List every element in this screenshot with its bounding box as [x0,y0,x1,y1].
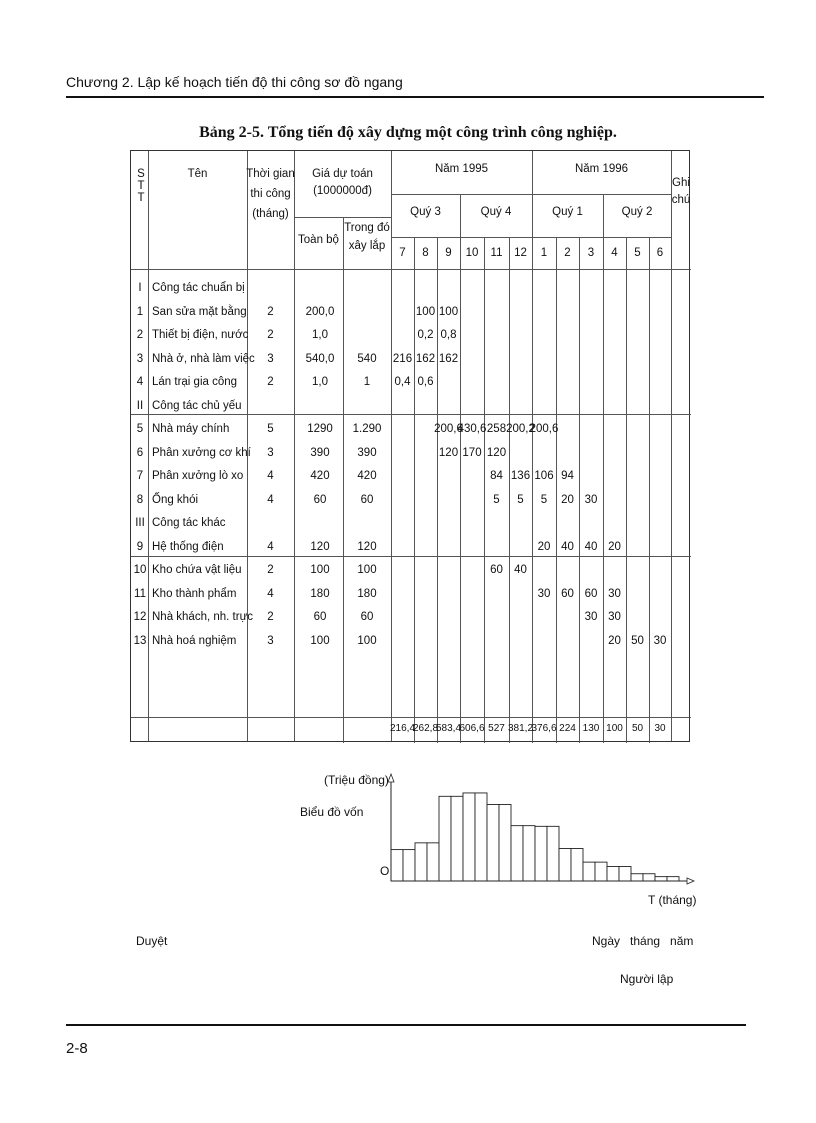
bar-9 [451,796,463,881]
section-code: III [135,517,145,529]
month-header: 3 [587,247,595,259]
row-month-value: 94 [561,470,574,482]
row-month-value: 162 [438,352,459,365]
bar-11 [499,805,511,882]
bar-2 [559,848,571,881]
row-duration: 2 [267,329,274,341]
month-header: 7 [399,247,406,259]
row-total: 1,0 [312,329,328,341]
row-month-value: 40 [514,564,527,576]
month-header: 11 [490,247,503,259]
table-title: Bảng 2-5. Tổng tiến độ xây dựng một công trình công nghiệp. [199,124,617,141]
bar-6 [667,877,679,881]
bar-7 [403,850,415,881]
bar-5 [643,874,655,881]
row-construction: 120 [357,540,377,553]
row-duration: 3 [267,446,274,459]
row-month-value: 84 [490,470,503,482]
chart-origin: O [380,864,390,878]
row-name: Nhà ở, nhà làm việc [152,352,255,365]
duration-header: thi công [250,188,291,200]
chart-ylabel: (Triệu đồng) [324,773,389,787]
bar-4 [607,866,619,881]
row-duration: 3 [267,352,274,365]
row-name: Phân xưởng cơ khí [152,446,251,459]
bar-8 [415,843,427,881]
row-name: San sửa mặt bằng [152,305,247,318]
bar-12 [523,826,535,881]
row-month-value: 0,4 [394,376,411,388]
signer-label: Người lập [620,972,674,986]
row-total: 120 [310,540,330,553]
row-month-value: 200,6 [529,423,559,435]
name-header: Tên [187,168,208,180]
stt-header: T [137,192,145,204]
row-month-value: 40 [561,540,574,553]
row-stt: 7 [136,470,144,482]
month-header: 10 [465,247,479,259]
row-duration: 4 [267,587,274,600]
row-month-value: 120 [486,446,507,459]
row-name: Nhà hoá nghiệm [152,634,237,647]
row-construction: 60 [360,493,374,506]
quarter-header: Quý 2 [621,206,653,218]
row-total: 420 [310,470,330,482]
date-label: Ngày tháng năm [592,934,694,948]
bar-10 [475,793,487,881]
row-construction: 390 [357,446,377,459]
bar-7 [391,850,403,881]
month-total: 30 [654,723,666,734]
month-header: 9 [445,247,452,259]
row-name: Phân xưởng lò xo [152,470,244,482]
month-header: 4 [611,247,618,259]
row-name: Kho chứa vật liệu [152,564,242,576]
row-total: 60 [313,611,327,623]
month-header: 8 [422,247,429,259]
row-month-value: 30 [608,587,621,600]
month-total: 100 [606,723,623,734]
duration-header: Thời gian [246,168,295,180]
approved-label: Duyệt [136,934,168,948]
chart-xlabel: T (tháng) [648,893,697,907]
row-month-value: 162 [415,352,436,365]
stt-header: S [137,168,145,180]
year-1996-header: Năm 1996 [574,163,629,175]
row-stt: 11 [134,587,146,600]
month-header: 2 [564,247,571,259]
row-month-value: 30 [537,587,551,600]
row-month-value: 5 [493,493,500,506]
row-month-value: 60 [584,587,598,600]
section-name: Công tác chủ yếu [152,399,242,412]
row-month-value: 30 [584,611,598,623]
row-total: 200,0 [305,305,335,318]
row-month-value: 30 [608,611,621,623]
row-duration: 2 [267,376,274,388]
quarter-header: Quý 3 [410,206,441,218]
bar-9 [439,796,451,881]
row-month-value: 30 [584,493,598,506]
row-duration: 2 [267,564,274,576]
row-month-value: 20 [608,634,621,647]
row-month-value: 200,2 [506,423,535,435]
estimate-header: Giá dự toán [312,168,373,180]
row-construction: 60 [360,611,374,623]
month-header: 1 [540,247,548,259]
bar-3 [583,862,595,881]
row-month-value: 60 [490,564,503,576]
construction-header: Trong đó [344,222,390,234]
row-month-value: 430,6 [457,423,487,435]
row-name: Lán trại gia công [152,376,238,388]
row-month-value: 0,2 [417,329,434,341]
row-month-value: 0,6 [417,376,434,388]
month-total: 381,2 [507,723,534,734]
row-total: 1,0 [312,376,328,388]
row-stt: 10 [133,564,147,576]
row-construction: 540 [357,352,377,365]
bar-10 [463,793,475,881]
row-total: 60 [313,493,327,506]
row-stt: 4 [136,376,144,388]
chart-title: Biểu đồ vốn [300,805,364,819]
bar-11 [487,805,499,882]
row-name: Nhà máy chính [152,423,230,435]
row-month-value: 5 [540,493,548,506]
row-total: 540,0 [305,352,335,365]
row-name: Nhà khách, nh. trực [152,611,254,623]
row-duration: 5 [267,423,274,435]
row-month-value: 20 [608,540,621,553]
y-axis-arrow [388,774,394,782]
month-total: 583,4 [435,723,462,734]
row-stt: 12 [133,611,147,623]
row-stt: 5 [136,423,144,435]
month-total: 130 [582,723,600,734]
row-construction: 420 [357,470,377,482]
bar-2 [571,848,583,881]
duration-header: (tháng) [252,208,289,220]
note-header: chú [671,194,691,206]
row-name: Ống khói [152,493,199,506]
row-month-value: 216 [392,352,413,365]
row-month-value: 50 [631,634,644,647]
row-construction: 180 [357,587,377,600]
row-month-value: 200,6 [434,423,463,435]
row-name: Hệ thống điện [152,540,224,553]
row-month-value: 120 [438,446,459,459]
row-name: Kho thành phẩm [152,587,237,600]
row-month-value: 0,8 [440,329,457,341]
row-stt: 6 [136,446,144,459]
month-header: 6 [656,247,664,259]
row-duration: 3 [267,634,274,647]
row-month-value: 100 [438,305,459,318]
row-month-value: 136 [510,470,531,482]
row-construction: 100 [357,634,377,647]
stt-header: T [137,180,145,192]
month-total: 262,8 [412,723,439,734]
bar-3 [595,862,607,881]
construction-header: xây lắp [348,240,386,252]
note-header: Ghi [672,177,690,189]
row-stt: 3 [136,352,144,365]
bar-4 [619,866,631,881]
row-month-value: 258 [486,423,507,435]
row-total: 390 [310,446,330,459]
row-total: 100 [310,564,330,576]
bar-1 [535,826,547,881]
total-header: Toàn bộ [298,234,339,246]
section-name: Công tác khác [152,517,226,529]
row-month-value: 20 [561,493,574,506]
bar-1 [547,826,559,881]
month-total: 50 [631,723,644,734]
month-total: 216,4 [389,723,416,734]
row-stt: 13 [133,634,147,647]
row-construction: 1.290 [352,423,382,435]
row-construction: 1 [363,376,371,388]
bar-5 [631,874,643,881]
row-duration: 4 [267,540,274,553]
row-month-value: 60 [561,587,574,600]
bar-8 [427,843,439,881]
section-code: II [136,399,144,412]
chapter-header: Chương 2. Lập kế hoạch tiến độ thi công sơ đồ ngang [66,74,403,90]
month-header: 12 [514,247,527,259]
row-duration: 2 [267,305,274,318]
month-total: 376,6 [531,723,557,734]
footer-rule [66,1024,746,1026]
row-stt: 1 [136,305,144,318]
row-construction: 100 [357,564,377,576]
estimate-header: (1000000đ) [313,185,372,197]
bar-6 [655,877,667,881]
row-total: 100 [310,634,330,647]
row-total: 1290 [307,423,333,435]
row-stt: 9 [136,540,144,553]
x-axis-arrow [687,878,694,884]
row-month-value: 100 [415,305,436,318]
month-header: 5 [634,247,641,259]
row-stt: 2 [136,329,144,341]
month-total: 606,6 [459,723,485,734]
row-month-value: 5 [517,493,524,506]
section-code: I [138,282,142,294]
page-number: 2-8 [66,1040,88,1057]
row-month-value: 106 [534,470,554,482]
row-name: Thiết bị điện, nước [152,329,249,341]
quarter-header: Quý 1 [552,206,583,218]
bar-12 [511,826,523,881]
row-month-value: 40 [584,540,598,553]
row-month-value: 30 [653,634,667,647]
row-duration: 4 [267,470,274,482]
quarter-header: Quý 4 [480,206,512,218]
section-name: Công tác chuẩn bị [152,282,245,294]
month-total: 224 [559,723,576,734]
row-total: 180 [310,587,330,600]
year-1995-header: Năm 1995 [434,163,489,175]
row-stt: 8 [136,493,144,506]
row-duration: 4 [267,493,274,506]
row-month-value: 170 [462,446,482,459]
month-total: 527 [488,723,505,734]
row-month-value: 20 [537,540,551,553]
row-duration: 2 [267,611,274,623]
